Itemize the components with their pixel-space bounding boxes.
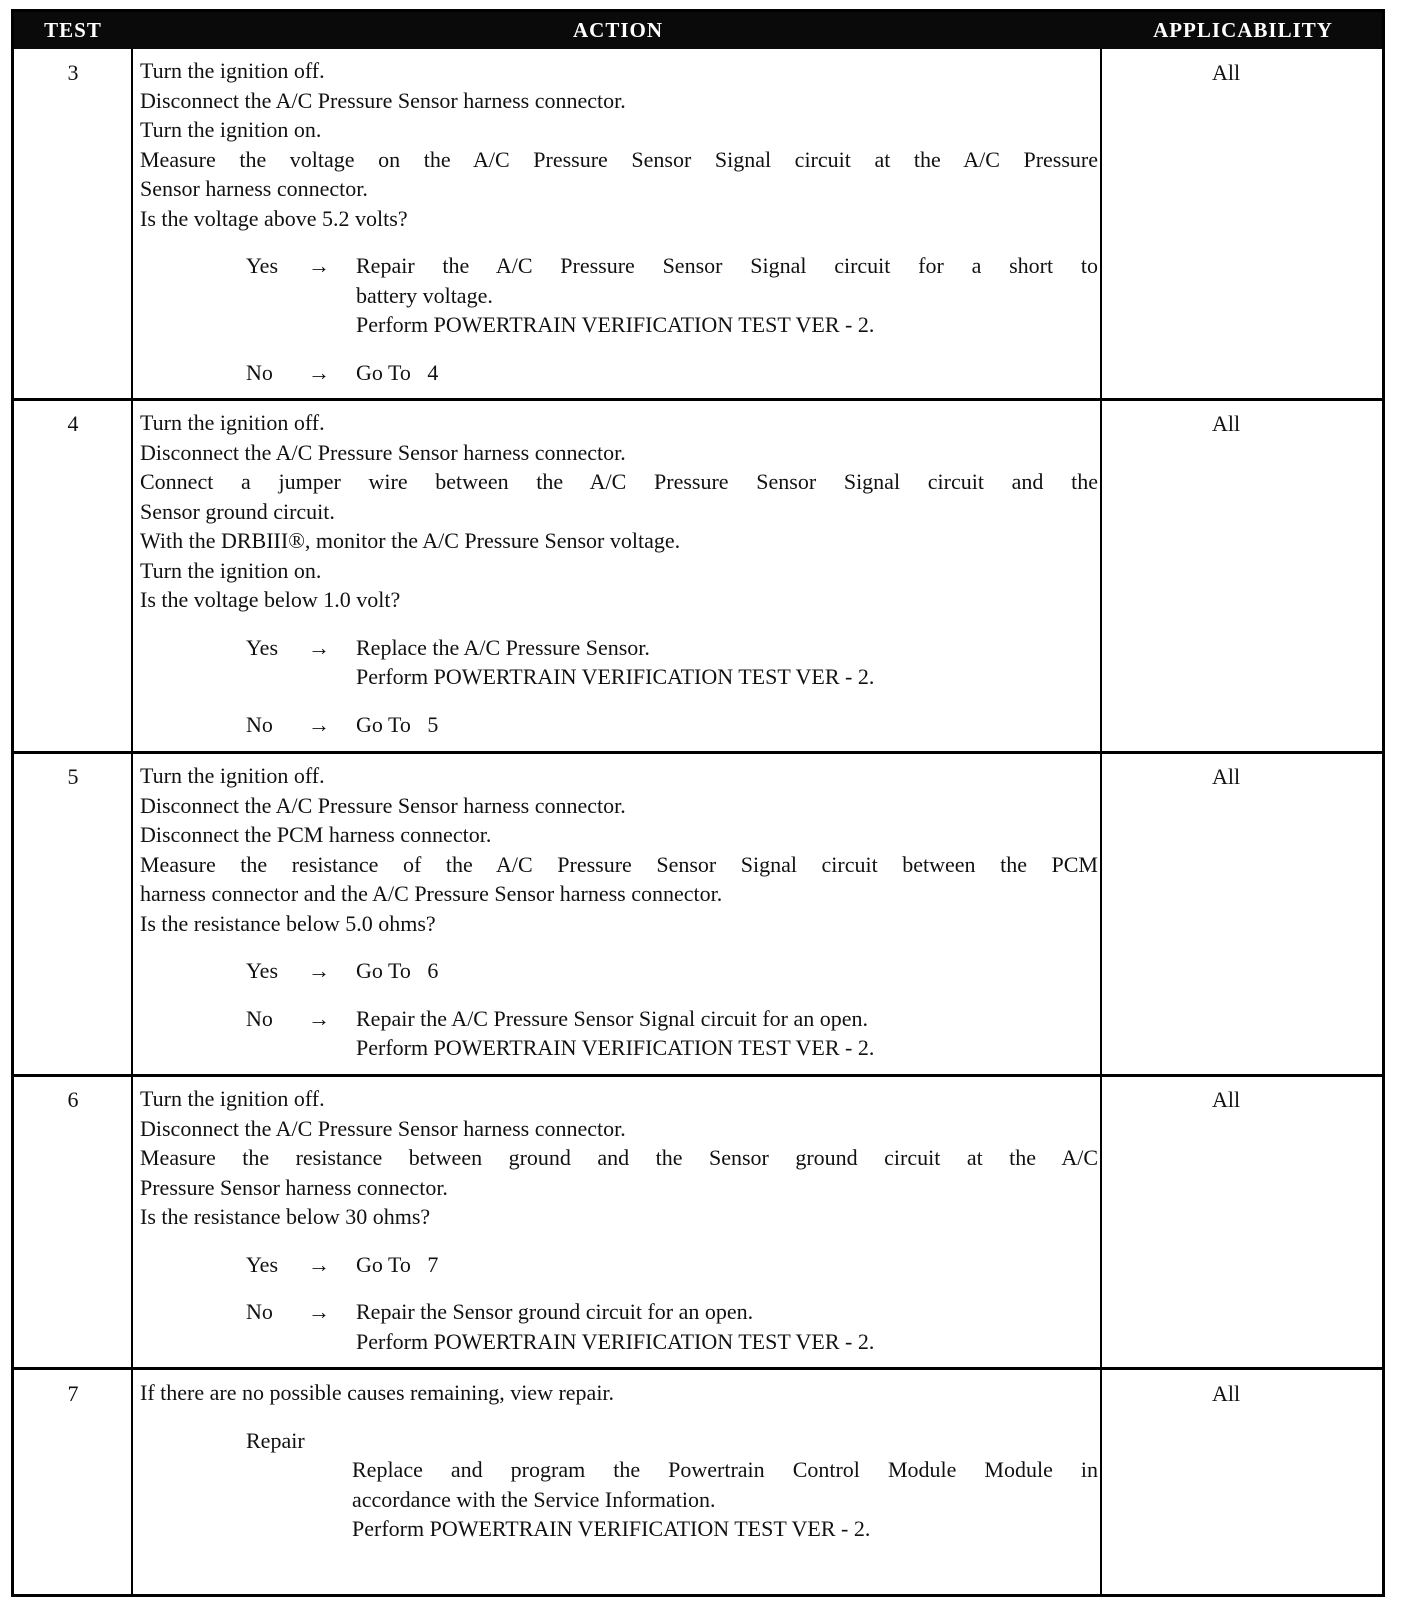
column-divider xyxy=(131,49,133,1594)
step: Connect a jumper wire between the A/C Pressure Sensor Signal circuit and the xyxy=(140,469,1098,494)
arrow-icon: → xyxy=(308,1005,330,1031)
yes-label: Yes xyxy=(246,1251,279,1277)
response-text: Go To 5 xyxy=(356,711,439,737)
response-text: battery voltage. xyxy=(356,282,493,308)
action-cell xyxy=(140,761,1098,1063)
step: Turn the ignition off. xyxy=(140,763,325,788)
step: Pressure Sensor harness connector. xyxy=(140,1174,448,1200)
yes-label: Yes xyxy=(246,634,279,660)
applicability: All xyxy=(1211,1381,1241,1406)
step: If there are no possible causes remaining, view repair. xyxy=(140,1380,615,1405)
repair-response xyxy=(140,1426,1098,1544)
arrow-icon: → xyxy=(308,634,330,660)
no-label: No xyxy=(246,359,273,385)
column-divider xyxy=(1100,49,1102,1594)
no-response xyxy=(140,1297,1098,1356)
step: Turn the ignition off. xyxy=(140,410,325,435)
action-cell xyxy=(140,1378,1098,1544)
arrow-icon: → xyxy=(308,1299,330,1324)
step: Measure the voltage on the A/C Pressure Sensor Signal circuit at the A/C Pressure xyxy=(140,146,1098,172)
response-text: Repair the A/C Pressure Sensor Signal circuit for an open. xyxy=(356,1005,869,1031)
no-label: No xyxy=(246,711,273,737)
test-number: 4 xyxy=(67,411,79,436)
step: Is the resistance below 5.0 ohms? xyxy=(140,910,436,936)
step: Is the voltage below 1.0 volt? xyxy=(140,587,401,612)
header-test: TEST xyxy=(44,18,102,42)
step: Disconnect the A/C Pressure Sensor harness connector. xyxy=(140,439,626,465)
yes-response xyxy=(140,1250,1098,1280)
repair-text: accordance with the Service Information. xyxy=(352,1486,716,1512)
action-cell xyxy=(140,408,1098,739)
no-label: No xyxy=(246,1005,273,1031)
response-text: Repair the A/C Pressure Sensor Signal circuit for a short to xyxy=(356,253,1098,278)
step: Turn the ignition on. xyxy=(140,557,322,583)
step: Measure the resistance between ground and the Sensor ground circuit at the A/C xyxy=(140,1145,1098,1170)
yes-response xyxy=(140,956,1098,986)
yes-response xyxy=(140,251,1098,340)
no-label: No xyxy=(246,1299,273,1324)
response-text: Go To 7 xyxy=(356,1251,439,1277)
repair-label: Repair xyxy=(246,1427,305,1453)
test-number: 6 xyxy=(67,1087,79,1112)
step: With the DRBIII®, monitor the A/C Pressure Sensor voltage. xyxy=(140,528,681,553)
header-action: ACTION xyxy=(572,18,663,42)
step: Is the resistance below 30 ohms? xyxy=(140,1204,431,1229)
step: Disconnect the A/C Pressure Sensor harness connector. xyxy=(140,87,626,113)
response-text: Perform POWERTRAIN VERIFICATION TEST VER - 2. xyxy=(356,664,875,689)
step: Disconnect the PCM harness connector. xyxy=(140,822,492,847)
step: Turn the ignition off. xyxy=(140,1086,325,1111)
step: Disconnect the A/C Pressure Sensor harness connector. xyxy=(140,1115,626,1141)
arrow-icon: → xyxy=(308,958,330,983)
response-text: Perform POWERTRAIN VERIFICATION TEST VER - 2. xyxy=(356,1035,875,1060)
no-response xyxy=(140,358,1098,388)
response-text: Go To 6 xyxy=(356,958,439,983)
header-applicability: APPLICABILITY xyxy=(1153,18,1333,42)
arrow-icon: → xyxy=(308,1251,330,1277)
row-divider xyxy=(14,1367,1382,1370)
applicability: All xyxy=(1211,60,1241,85)
arrow-icon: → xyxy=(308,253,330,278)
step: Sensor ground circuit. xyxy=(140,498,335,524)
step: harness connector and the A/C Pressure Sensor harness connector. xyxy=(140,881,723,906)
response-text: Perform POWERTRAIN VERIFICATION TEST VER - 2. xyxy=(356,312,875,337)
response-text: Replace the A/C Pressure Sensor. xyxy=(356,634,650,660)
test-number: 7 xyxy=(67,1381,79,1406)
test-number: 5 xyxy=(67,764,79,789)
repair-text: Perform POWERTRAIN VERIFICATION TEST VER - 2. xyxy=(352,1516,871,1541)
yes-label: Yes xyxy=(246,958,279,983)
applicability: All xyxy=(1211,411,1241,436)
response-text: Perform POWERTRAIN VERIFICATION TEST VER - 2. xyxy=(356,1328,875,1354)
row-divider xyxy=(14,751,1382,754)
step: Disconnect the A/C Pressure Sensor harness connector. xyxy=(140,792,626,818)
step: Turn the ignition off. xyxy=(140,58,325,83)
arrow-icon: → xyxy=(308,711,330,737)
test-number: 3 xyxy=(67,60,79,85)
response-text: Repair the Sensor ground circuit for an open. xyxy=(356,1299,754,1324)
repair-text: Replace and program the Powertrain Control Module Module in xyxy=(352,1457,1098,1482)
step: Measure the resistance of the A/C Pressure Sensor Signal circuit between the PCM xyxy=(140,851,1098,877)
action-cell xyxy=(140,1084,1098,1356)
response-text: Go To 4 xyxy=(356,359,439,385)
applicability: All xyxy=(1211,764,1241,789)
no-response xyxy=(140,710,1098,740)
step: Is the voltage above 5.2 volts? xyxy=(140,205,408,231)
row-divider xyxy=(14,398,1382,401)
no-response xyxy=(140,1004,1098,1063)
arrow-icon: → xyxy=(308,359,330,385)
yes-label: Yes xyxy=(246,253,279,278)
applicability: All xyxy=(1211,1087,1241,1112)
step: Turn the ignition on. xyxy=(140,117,322,142)
table-header xyxy=(14,12,1382,49)
step: Sensor harness connector. xyxy=(140,176,368,201)
yes-response xyxy=(140,633,1098,692)
row-divider xyxy=(14,1074,1382,1077)
action-cell xyxy=(140,56,1098,387)
diagnostic-table xyxy=(11,9,1385,1597)
